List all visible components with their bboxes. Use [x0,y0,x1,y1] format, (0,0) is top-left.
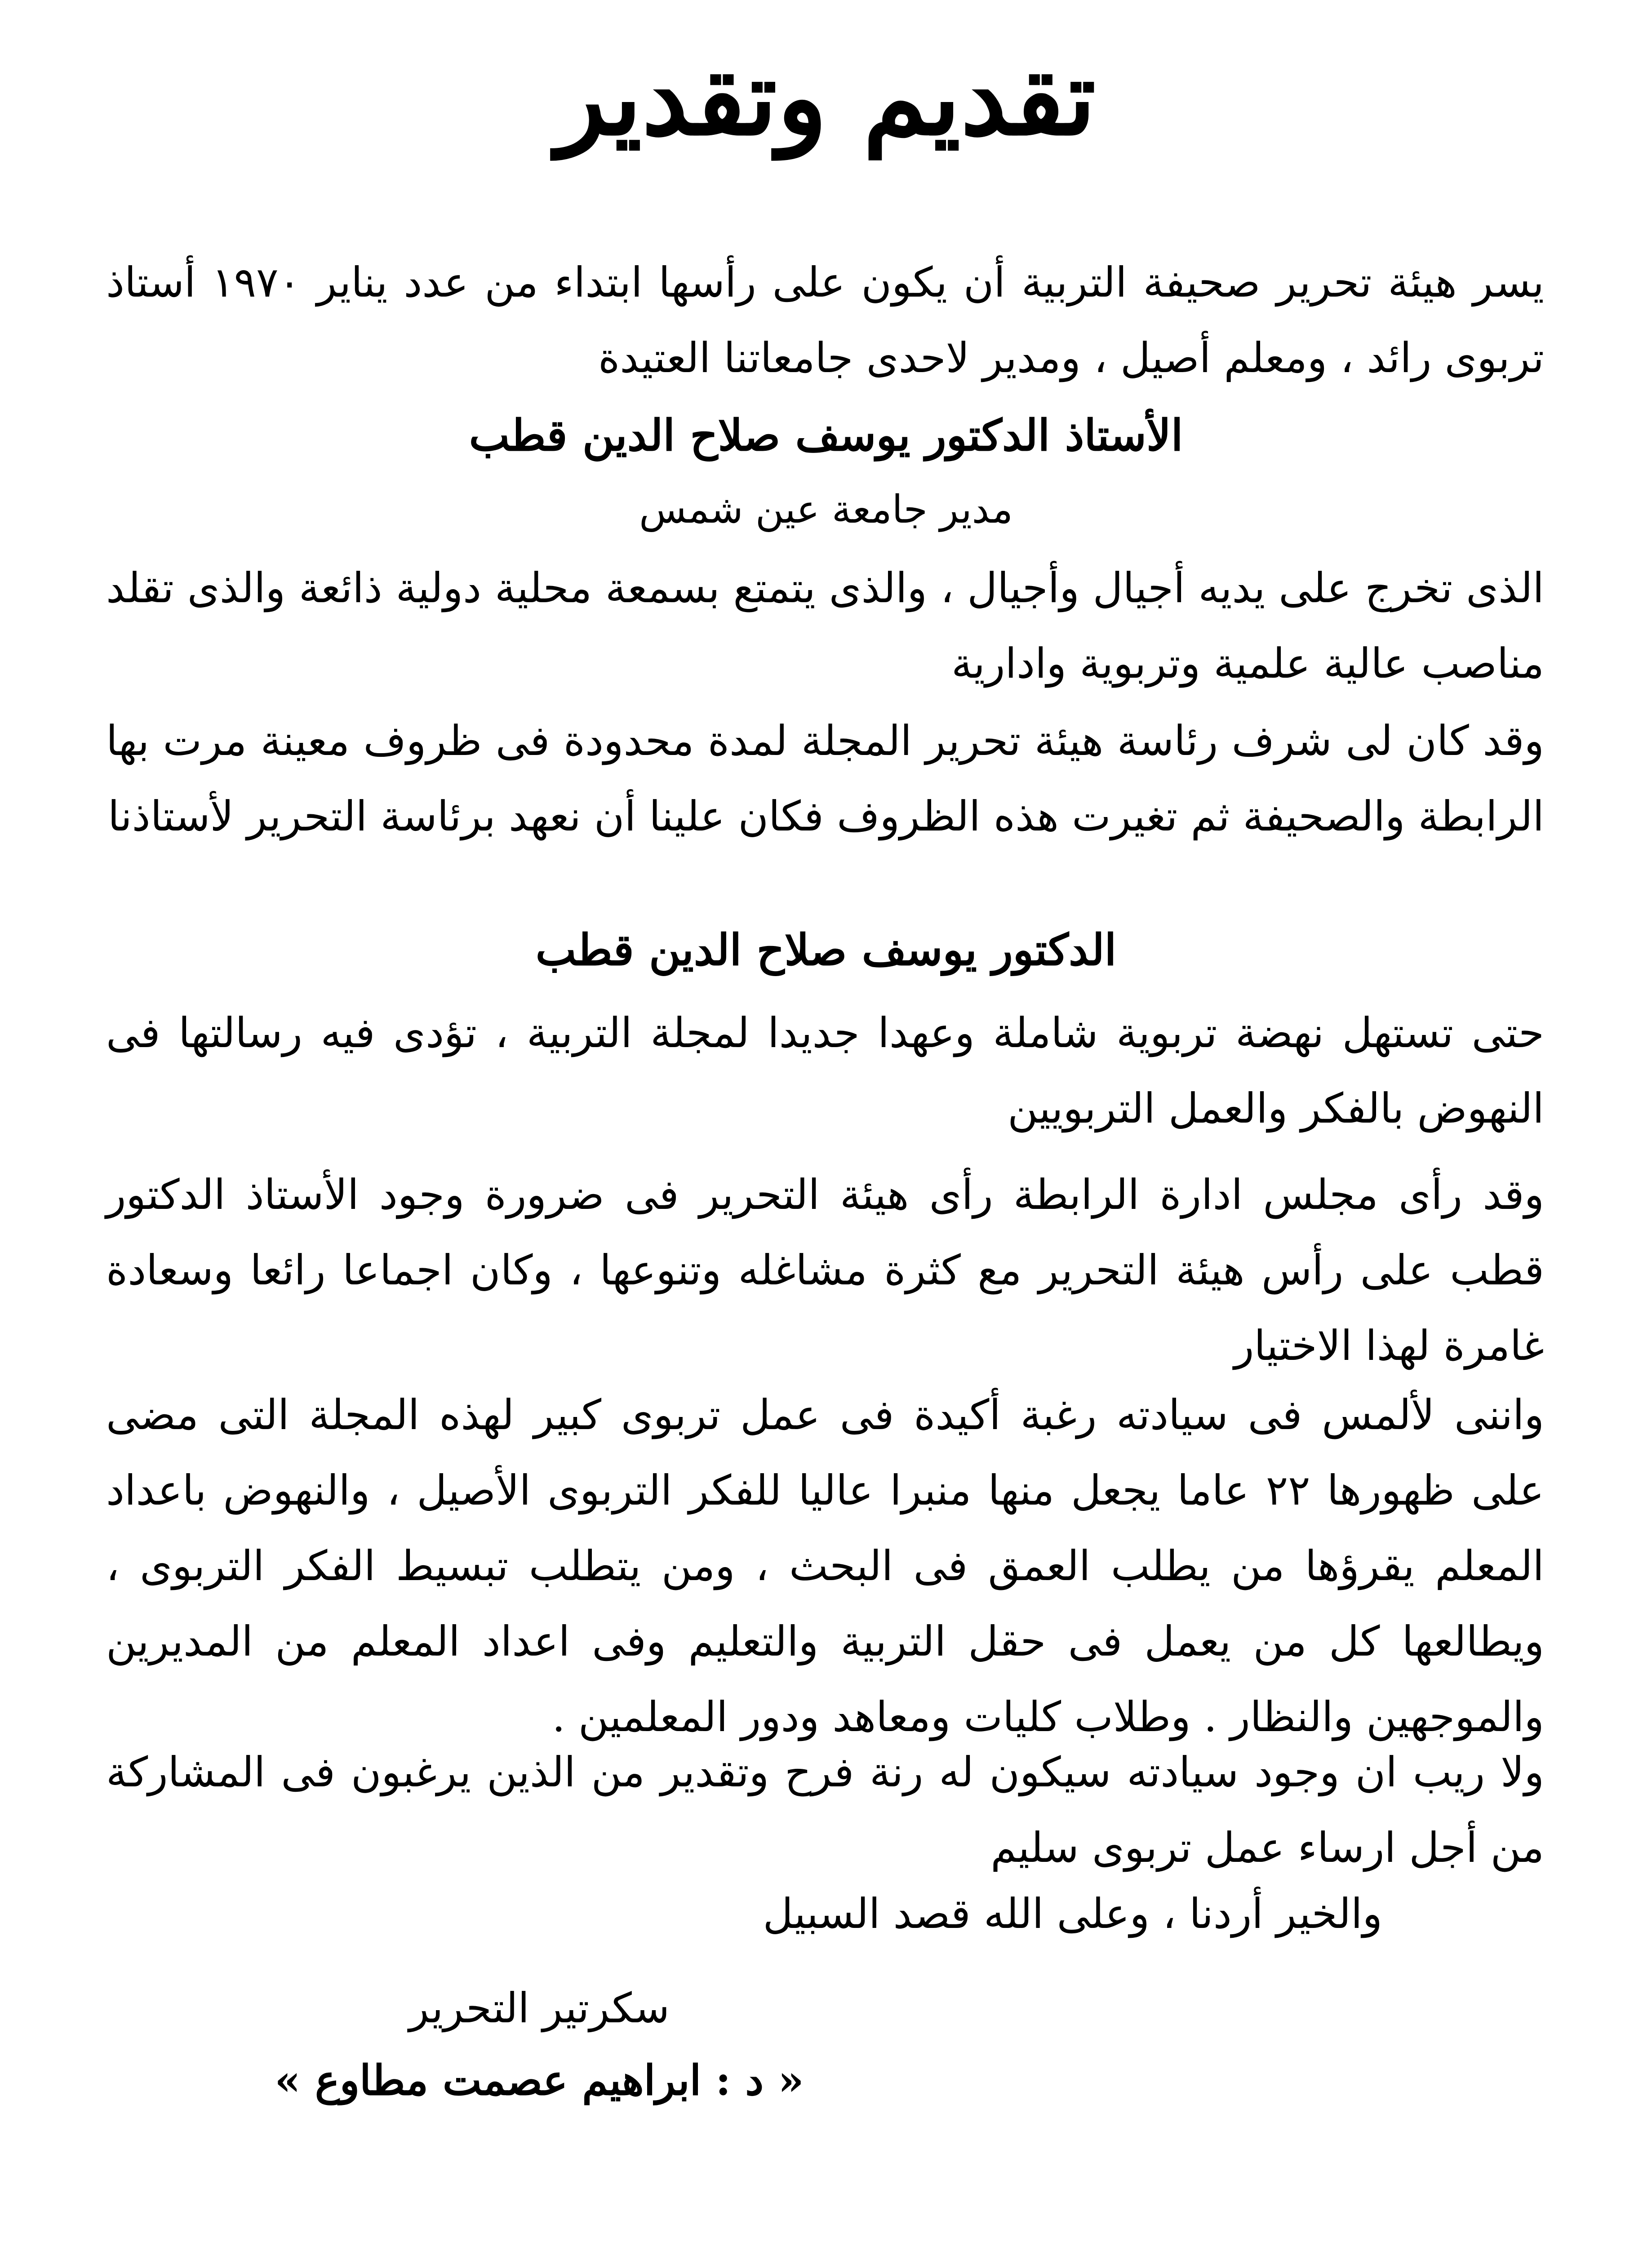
paragraph-intro: يسر هيئة تحرير صحيفة التربية أن يكون على رأسها ابتداء من عدد يناير ١٩٧٠ أستاذ تربوى رائد ، ومعلم أصيل ، ومدير لاحدى جامعاتنا العتيدة [106,258,1544,382]
honoree-position: مدير جامعة عين شمس [639,487,1013,532]
paragraph-board-decision: وقد رأى مجلس ادارة الرابطة رأى هيئة التحرير فى ضرورة وجود الأستاذ الدكتور قطب على رأس هيئة التحرير مع كثرة مشاغله وتنوعها ، وكان اجماعا رائعا وسعادة غامرة لهذا الاختيار [106,1171,1544,1370]
page-title: تقديم وتقدير [556,37,1096,159]
honoree-heading: الأستاذ الدكتور يوسف صلاح الدين قطب [469,410,1183,461]
signature-name: « د : ابراهيم عصمت مطاوع » [275,2056,804,2105]
paragraph-conclusion: ولا ريب ان وجود سيادته سيكون له رنة فرح وتقدير من الذين يرغبون فى المشاركة من أجل ارساء عمل تربوى سليم [106,1748,1544,1872]
paragraph-previous-editor: وقد كان لى شرف رئاسة هيئة تحرير المجلة لمدة محدودة فى ظروف معينة مرت بها الرابطة والصحيفة ثم تغيرت هذه الظروف فكان علينا أن نعهد برئاسة التحرير لأستاذنا [106,717,1544,840]
closing-line: والخير أردنا ، وعلى الله قصد السبيل [763,1890,1382,1938]
paragraph-renaissance: حتى تستهل نهضة تربوية شاملة وعهدا جديدا لمجلة التربية ، تؤدى فيه رسالتها فى النهوض بالفكر والعمل التربويين [106,1009,1544,1132]
paragraph-vision: واننى لألمس فى سيادته رغبة أكيدة فى عمل تربوى كبير لهذه المجلة التى مضى على ظهورها ٢٢ عاما يجعل منها منبرا عاليا للفكر التربوى الأصيل ، والنهوض باعداد المعلم يقرؤها من يطلب العمق فى البحث ، ومن يتطلب تبسيط الفكر التربوى ، ويطالعها كل من يعمل فى حقل التربية والتعليم وفى اعداد المعلم من المديرين والموجهين والنظار . وطلاب كليات ومعاهد ودور المعلمين . [106,1391,1545,1741]
paragraph-achievements: الذى تخرج على يديه أجيال وأجيال ، والذى يتمتع بسمعة محلية دولية ذائعة والذى تقلد مناصب عالية علمية وتربوية وادارية [106,564,1544,688]
signature-title: سكرتير التحرير [409,1984,670,2032]
honoree-heading-2: الدكتور يوسف صلاح الدين قطب [535,924,1117,975]
